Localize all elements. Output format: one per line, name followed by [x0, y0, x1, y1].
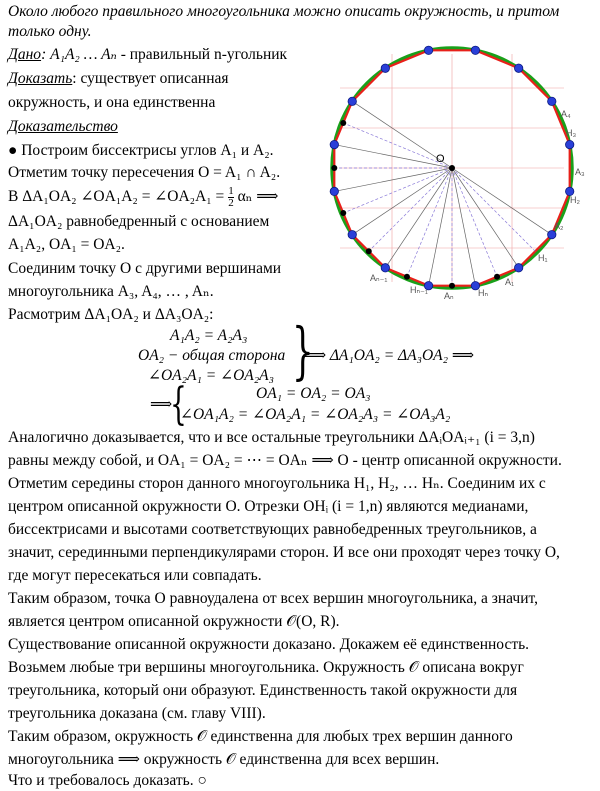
label-A1: A₁ — [505, 277, 515, 287]
label-H1: H₁ — [538, 253, 548, 263]
center-point — [449, 165, 455, 171]
ray-to-midpoint-6 — [452, 168, 497, 277]
center-label: O — [436, 153, 445, 165]
para-line-15: многоугольника ⟹ окружность 𝒪 единственна для всех вершин. — [8, 751, 440, 768]
vertex-point-6 — [514, 264, 522, 272]
ray-to-vertex-5 — [452, 168, 552, 235]
step-3-text: В ΔA₁OA₂ ∠OA₁A₂ = ∠OA₂A₁ = — [8, 188, 225, 206]
step-7: многоугольника A₃, A₄, … , Aₙ. — [8, 283, 214, 300]
label-Hn: Hₙ — [478, 288, 489, 298]
prove-text-2: окружность, и она единственна — [8, 94, 216, 111]
ray-to-midpoint-8 — [407, 168, 452, 277]
vertex-point-10 — [348, 230, 356, 238]
para-line-8: Таким образом, точка O равноудалена от всех вершин многоугольника, а значит, — [8, 590, 538, 607]
given-label: Дано — [8, 46, 42, 63]
vertex-point-15 — [424, 46, 432, 54]
proof-label: Доказательство — [8, 118, 118, 135]
midpoint-9 — [366, 248, 372, 254]
label-A2: A₂ — [554, 221, 564, 231]
ray-to-midpoint-5 — [452, 168, 535, 251]
para-line-14: Таким образом, окружность 𝒪 единственна для любых трех вершин данного — [8, 728, 513, 745]
para-line-2: равны между собой, и OA₁ = OA₂ = ⋯ = OAₙ ⟹ O - центр описанной окружности. — [8, 452, 562, 469]
given-line — [8, 45, 287, 65]
polygon-figure — [328, 26, 600, 316]
para-line-12: треугольника, который они образуют. Единственность такой окружности для — [8, 682, 518, 699]
label-A3: A₃ — [575, 167, 585, 177]
vertex-point-11 — [330, 187, 338, 195]
left-brace: { — [170, 379, 187, 430]
midpoint-7 — [449, 283, 455, 289]
midpoint-6 — [494, 274, 500, 280]
step-4: ΔA₁OA₂ равнобедренный с основанием — [8, 213, 270, 230]
given-math: : A₁A₂ … Aₙ — [41, 46, 117, 63]
label-H3: H₃ — [566, 128, 577, 138]
ray-to-midpoint-10 — [343, 168, 452, 213]
step-3-tail: αₙ ⟹ — [237, 188, 279, 206]
vertex-point-14 — [381, 64, 389, 72]
given-text: - правильный n-угольник — [116, 46, 288, 63]
prove-label: Доказать — [8, 70, 73, 87]
rays-from-center — [334, 101, 551, 285]
para-line-13: треугольника доказана (см. главу VIII). — [8, 705, 266, 722]
label-H2: H₂ — [570, 195, 580, 205]
vertex-point-1 — [514, 64, 522, 72]
vertex-point-3 — [565, 140, 573, 148]
system-2-arrow: ⟹ — [150, 396, 173, 413]
para-line-16: Что и требовалось доказать. ○ — [8, 772, 207, 789]
step-3 — [8, 186, 279, 209]
fraction-numerator: 1 — [228, 185, 234, 197]
para-line-1: Аналогично доказывается, что и все остальные треугольники ΔAᵢOAᵢ₊₁ (i = 3,n) — [8, 429, 535, 446]
para-line-6: значит, серединными перпендикулярами сторон. И все они проходят через точку O, — [8, 544, 560, 561]
vertex-point-2 — [548, 97, 556, 105]
system-2-row-1: OA₁ = OA₂ = OA₃ — [256, 385, 371, 402]
para-line-9: является центром описанной окружности 𝒪(O, R). — [8, 613, 340, 630]
step-5: A₁A₂, OA₁ = OA₂. — [8, 236, 125, 253]
midpoint-8 — [404, 274, 410, 280]
para-line-7: где могут пересекаться или совпадать. — [8, 567, 262, 584]
vertex-point-12 — [330, 140, 338, 148]
label-Hn-1: Hₙ₋₁ — [410, 285, 428, 295]
system-2-row-2: ∠OA₁A₂ = ∠OA₂A₁ = ∠OA₂A₃ = ∠OA₃A₂ — [180, 406, 451, 423]
vertex-point-9 — [381, 264, 389, 272]
fraction-half — [228, 186, 234, 209]
ray-to-midpoint-9 — [369, 168, 452, 251]
system-1-row-1: A₁A₂ = A₂A₃ — [170, 327, 248, 344]
label-A4: A₄ — [561, 109, 571, 119]
label-An: Aₙ — [444, 291, 454, 301]
prove-line — [8, 69, 229, 89]
fraction-denominator: 2 — [228, 197, 234, 209]
midpoint-11 — [331, 165, 337, 171]
system-1-result: ⟹ ΔA₁OA₂ = ΔA₃OA₂ ⟹ — [304, 347, 475, 364]
para-line-5: биссектрисами и высотами соответствующих равнобедренных треугольников, а — [8, 521, 537, 538]
vertex-point-5 — [548, 230, 556, 238]
system-1-row-2: OA₂ − общая сторона — [138, 347, 286, 364]
step-1: ● Построим биссектрисы углов A₁ и A₂. — [8, 142, 274, 159]
para-line-3: Отметим середины сторон данного многоугольника H₁, H₂, … Hₙ. Соединим их с — [8, 475, 546, 492]
para-line-4: центром описанной окружности O. Отрезки OHᵢ (i = 1,n) являются медианами, — [8, 498, 529, 515]
theorem-line-2: только одну. — [8, 23, 92, 40]
midpoint-10 — [340, 210, 346, 216]
prove-text-1: : существует описанная — [72, 70, 229, 87]
step-2: Отметим точку пересечения O = A₁ ∩ A₂. — [8, 164, 281, 181]
system-1-row-3: ∠OA₂A₁ = ∠OA₂A₃ — [148, 367, 274, 384]
step-6: Соединим точку O с другими вершинами — [8, 260, 282, 277]
label-An-1: Aₙ₋₁ — [370, 273, 388, 283]
theorem-line-1: Около любого правильного многоугольника можно описать окружность, и притом — [8, 3, 560, 20]
midpoint-12 — [340, 120, 346, 126]
step-8: Расмотрим ΔA₁OA₂ и ΔA₃OA₂: — [8, 306, 214, 323]
vertex-point-0 — [471, 46, 479, 54]
para-line-11: Возьмем любые три вершины многоугольника. Окружность 𝒪 описана вокруг — [8, 659, 524, 676]
para-line-10: Существование описанной окружности доказано. Докажем её единственность. — [8, 636, 530, 653]
vertex-point-13 — [348, 97, 356, 105]
right-brace: } — [292, 314, 314, 387]
